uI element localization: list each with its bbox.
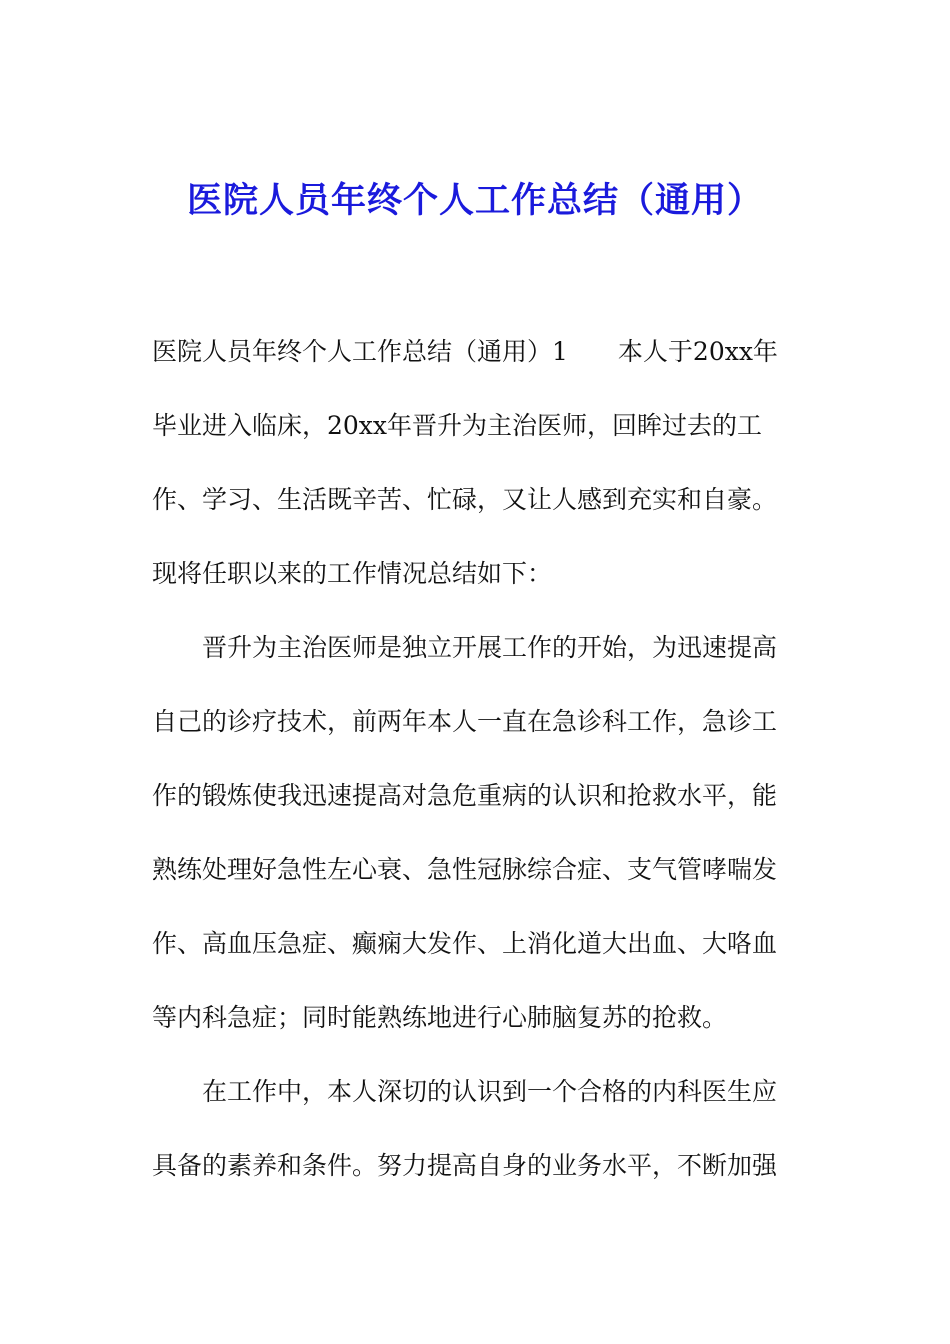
body-line: 自己的诊疗技术，前两年本人一直在急诊科工作，急诊工 bbox=[152, 707, 778, 736]
body-line: 在工作中，本人深切的认识到一个合格的内科医生应 bbox=[152, 1077, 778, 1106]
body-line: 作的锻炼使我迅速提高对急危重病的认识和抢救水平，能 bbox=[152, 781, 778, 810]
body-line: 等内科急症；同时能熟练地进行心肺脑复苏的抢救。 bbox=[152, 1003, 728, 1032]
document-title: 医院人员年终个人工作总结（通用） bbox=[186, 180, 763, 221]
body-line: 熟练处理好急性左心衰、急性冠脉综合症、支气管哮喘发 bbox=[152, 855, 778, 884]
body-line: 作、学习、生活既辛苦、忙碌，又让人感到充实和自豪。 bbox=[152, 485, 778, 514]
body-line: 医院人员年终个人工作总结（通用）1 本人于20xx年 bbox=[152, 337, 778, 366]
body-line: 现将任职以来的工作情况总结如下： bbox=[152, 559, 553, 588]
body-line: 具备的素养和条件。努力提高自身的业务水平，不断加强 bbox=[152, 1151, 778, 1180]
body-line: 作、高血压急症、癫痫大发作、上消化道大出血、大咯血 bbox=[152, 929, 778, 958]
body-line: 毕业进入临床，20xx年晋升为主治医师，回眸过去的工 bbox=[152, 411, 763, 440]
body-line: 晋升为主治医师是独立开展工作的开始，为迅速提高 bbox=[152, 633, 778, 662]
